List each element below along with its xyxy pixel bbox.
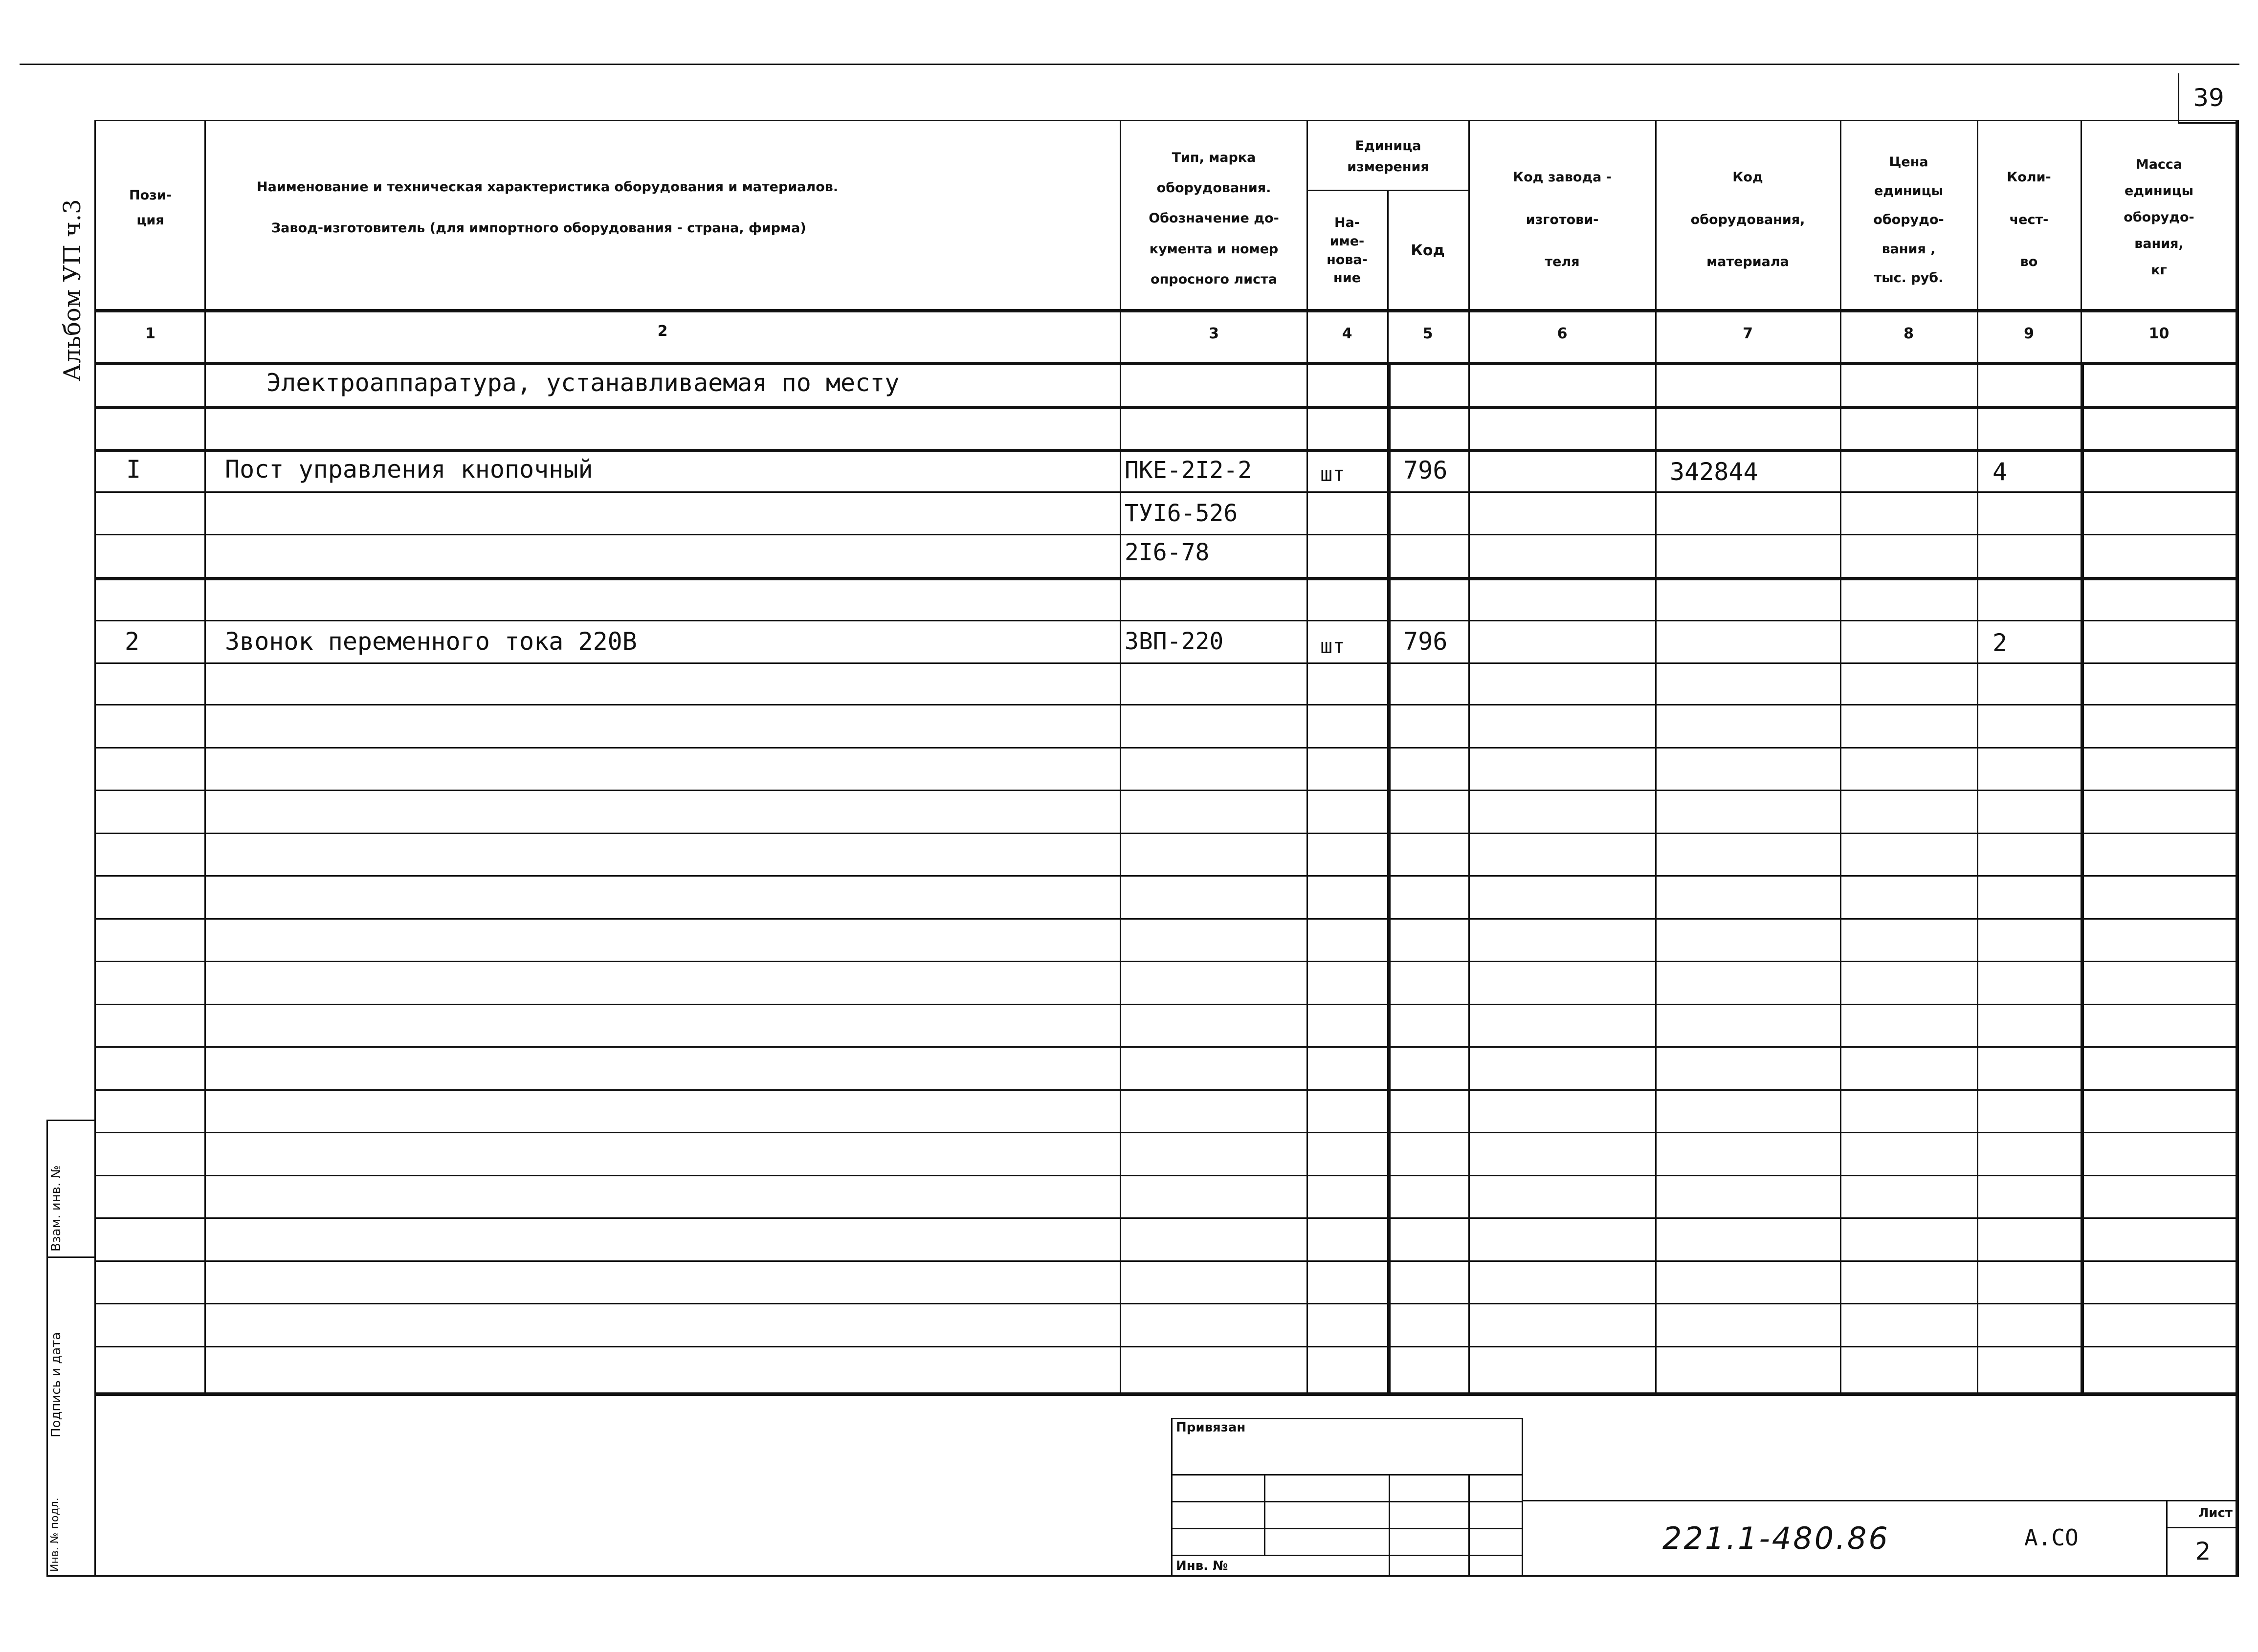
colnum-8: 8	[1904, 325, 1914, 342]
frame-right-edge	[2236, 120, 2239, 1577]
stamp-line	[1171, 1474, 1523, 1476]
item-quantity: 4	[1992, 458, 2008, 486]
stamp-line	[1171, 1555, 1523, 1556]
item-name: Пост управления кнопочный	[225, 455, 593, 484]
margin-label-inv: Инв. № подл.	[49, 1498, 61, 1572]
sheet-label: Лист	[2168, 1500, 2238, 1528]
unit-group-divider	[1306, 190, 1468, 191]
header-col-7: Код оборудования, материала	[1690, 170, 1805, 270]
item-quantity: 2	[1992, 629, 2008, 657]
colnum-9: 9	[2024, 325, 2034, 342]
stamp-privyazan-block	[1171, 1418, 1523, 1577]
item-name: Звонок переменного тока 220В	[225, 627, 637, 656]
stamp-inv-label: Инв. №	[1176, 1559, 1228, 1573]
col-sep-9-bold	[2081, 364, 2084, 1393]
item-unit: шт	[1320, 634, 1345, 658]
colnum-7: 7	[1743, 325, 1753, 342]
doc-code: 221.1-480.86	[1662, 1520, 1890, 1556]
margin-label-podpis: Подпись и дата	[49, 1332, 64, 1437]
colnum-6: 6	[1557, 325, 1568, 342]
header-unit-group: Единица измерения	[1347, 138, 1429, 175]
header-col-2: Наименование и техническая характеристика оборудования и материалов. Завод-изготовитель (для импортного оборудования - страна, фирма)	[257, 179, 839, 236]
item-position: I	[126, 455, 141, 484]
colnum-3: 3	[1209, 325, 1219, 342]
title-block-top	[1523, 1500, 2238, 1501]
colnum-4: 4	[1342, 325, 1352, 342]
page-number-box	[2178, 73, 2238, 124]
header-col-9: Коли- чест- во	[2007, 170, 2051, 270]
stamp-vline	[1389, 1474, 1390, 1577]
colnum-bottom-rule	[94, 362, 2238, 365]
header-col-10: Масса единицы оборудо- вания, кг	[2124, 157, 2194, 278]
colnum-1: 1	[145, 325, 155, 342]
item-unit-code: 796	[1403, 456, 1448, 485]
header-col-1: Пози- ция	[129, 187, 172, 228]
stamp-privyazan-label: Привязан	[1176, 1420, 1246, 1435]
album-side-label: Альбом УП ч.3	[59, 199, 86, 381]
stamp-vline	[1264, 1474, 1265, 1555]
item-type: ТУI6-526	[1125, 500, 1238, 527]
header-col-8: Цена единицы оборудо- вания , тыс. руб.	[1873, 154, 1944, 286]
header-col-5: Код	[1411, 242, 1445, 259]
item-unit: шт	[1320, 462, 1345, 486]
header-bottom-rule	[94, 309, 2238, 312]
header-col-3: Тип, марка оборудования. Обозначение до- кумента и номер опросного листа	[1149, 150, 1279, 287]
top-rule	[20, 64, 2239, 65]
item-position: 2	[125, 627, 140, 656]
sheet-code: А.СО	[2024, 1524, 2079, 1551]
section-title: Электроаппаратура, устанавливаемая по месту	[266, 369, 900, 397]
item-type: ПКЕ-2I2-2	[1125, 457, 1252, 484]
margin-divider	[46, 1256, 94, 1258]
sheet-number: 2	[2195, 1537, 2211, 1565]
col-sep-4-bold	[1387, 364, 1391, 1393]
sheet-box	[2166, 1500, 2238, 1577]
colnum-2: 2	[657, 323, 668, 340]
stamp-line	[1171, 1501, 1523, 1502]
margin-label-vzam: Взам. инв. №	[49, 1165, 64, 1252]
stamp-vline	[1468, 1474, 1470, 1577]
item-unit-code: 796	[1403, 627, 1448, 656]
item-material-code: 342844	[1670, 458, 1758, 486]
page-number: 39	[2193, 84, 2224, 112]
colnum-5: 5	[1422, 325, 1433, 342]
item-type: 2I6-78	[1125, 539, 1210, 566]
colnum-10: 10	[2148, 325, 2169, 342]
header-col-4: На- име- нова- ние	[1327, 215, 1368, 286]
header-col-6: Код завода - изготови- теля	[1513, 170, 1612, 270]
stamp-line	[1171, 1528, 1523, 1529]
item-type: ЗВП-220	[1125, 628, 1224, 655]
